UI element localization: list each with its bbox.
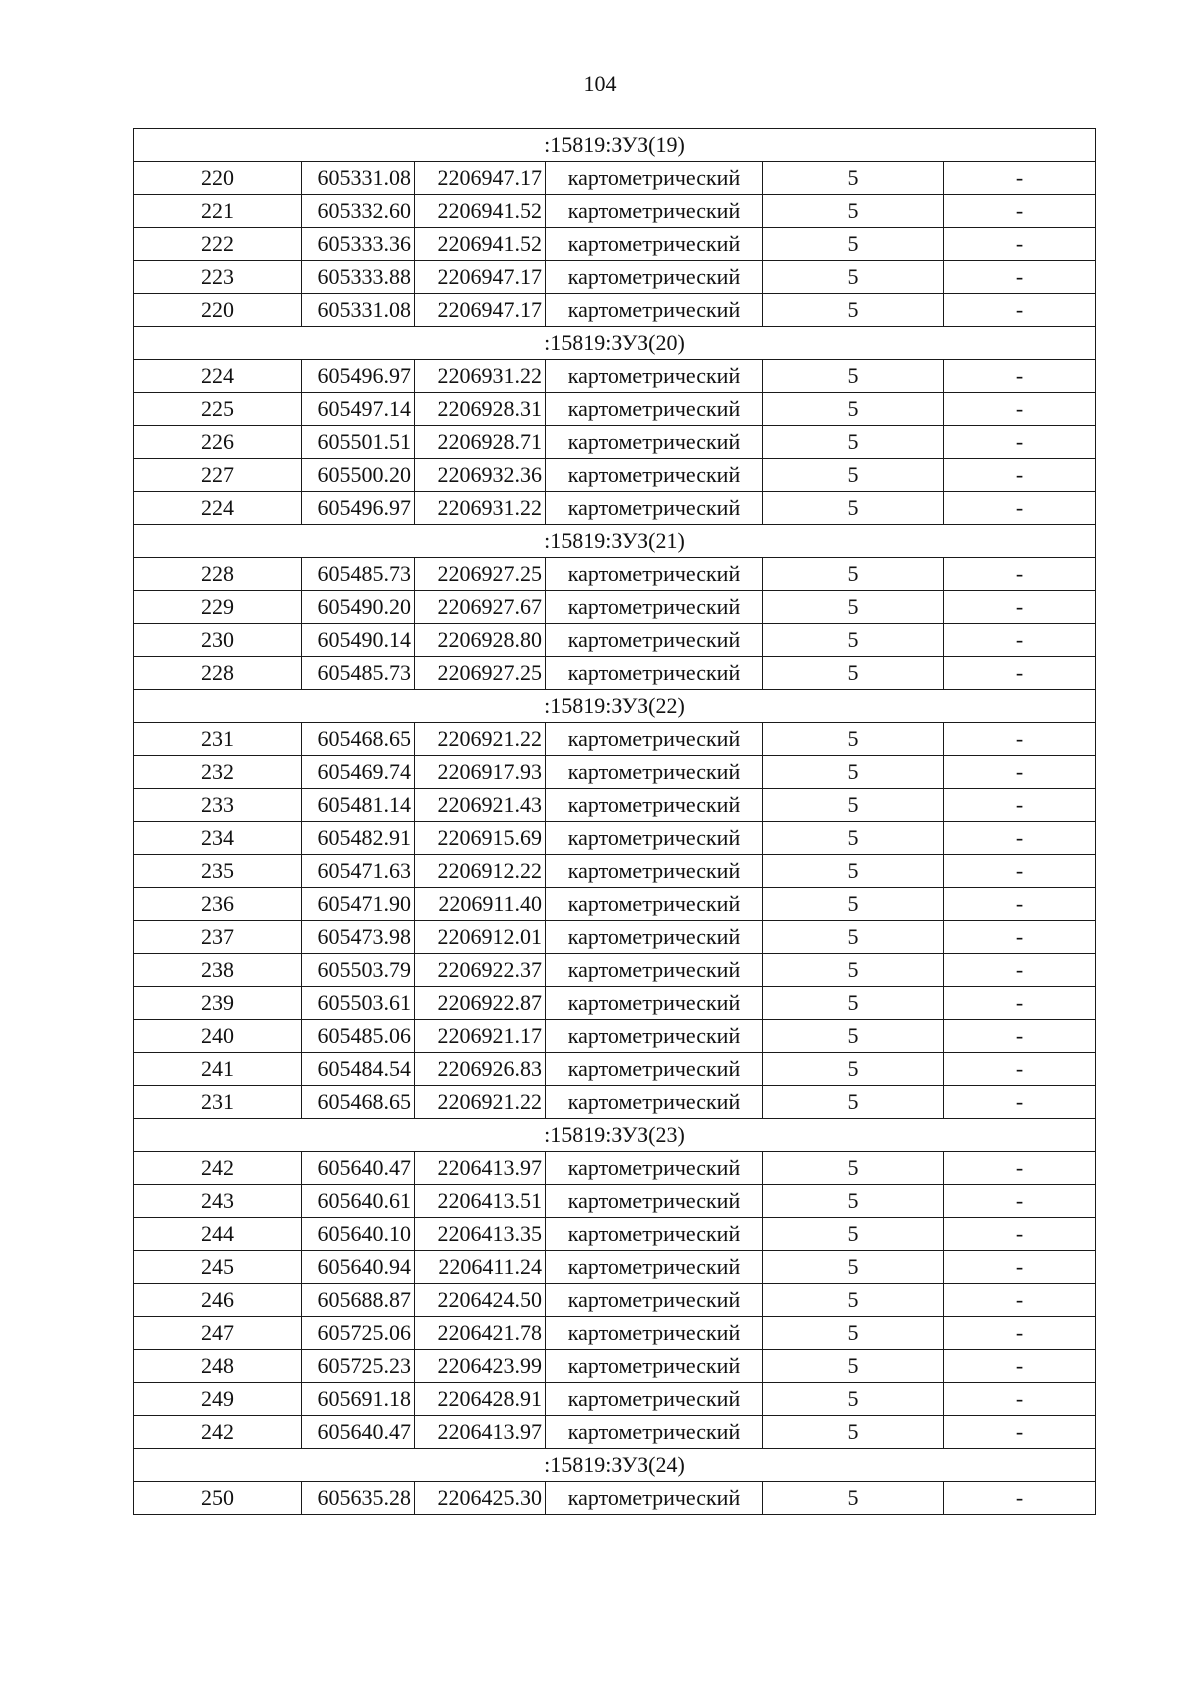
table-row	[134, 558, 1096, 591]
description-cell: -	[944, 492, 1096, 525]
description-cell: -	[944, 1317, 1096, 1350]
description-cell: -	[944, 360, 1096, 393]
point-number-cell: 224	[134, 492, 302, 525]
description-cell: -	[944, 591, 1096, 624]
point-number-cell: 228	[134, 657, 302, 690]
y-coordinate-cell: 2206931.22	[415, 360, 546, 393]
table-row	[134, 1383, 1096, 1416]
method-cell: картометрический	[546, 558, 763, 591]
precision-cell: 5	[763, 1383, 944, 1416]
point-number-cell: 224	[134, 360, 302, 393]
y-coordinate-cell: 2206932.36	[415, 459, 546, 492]
x-coordinate-cell: 605725.23	[302, 1350, 415, 1383]
x-coordinate-cell: 605501.51	[302, 426, 415, 459]
y-coordinate-cell: 2206424.50	[415, 1284, 546, 1317]
precision-cell: 5	[763, 1185, 944, 1218]
table-row	[134, 1251, 1096, 1284]
point-number-cell: 228	[134, 558, 302, 591]
table-row	[134, 360, 1096, 393]
point-number-cell: 223	[134, 261, 302, 294]
group-header-row	[134, 690, 1096, 723]
precision-cell: 5	[763, 492, 944, 525]
group-title: :15819:ЗУЗ(22)	[134, 690, 1096, 723]
group-header-row	[134, 1449, 1096, 1482]
table-row	[134, 162, 1096, 195]
point-number-cell: 227	[134, 459, 302, 492]
description-cell: -	[944, 624, 1096, 657]
y-coordinate-cell: 2206947.17	[415, 162, 546, 195]
group-header-row	[134, 1119, 1096, 1152]
method-cell: картометрический	[546, 855, 763, 888]
x-coordinate-cell: 605490.20	[302, 591, 415, 624]
y-coordinate-cell: 2206926.83	[415, 1053, 546, 1086]
group-title: :15819:ЗУЗ(19)	[134, 129, 1096, 162]
y-coordinate-cell: 2206921.22	[415, 1086, 546, 1119]
table-row	[134, 954, 1096, 987]
x-coordinate-cell: 605496.97	[302, 360, 415, 393]
y-coordinate-cell: 2206941.52	[415, 195, 546, 228]
description-cell: -	[944, 1053, 1096, 1086]
precision-cell: 5	[763, 723, 944, 756]
precision-cell: 5	[763, 591, 944, 624]
precision-cell: 5	[763, 459, 944, 492]
page-number: 104	[583, 71, 617, 96]
description-cell: -	[944, 1218, 1096, 1251]
y-coordinate-cell: 2206425.30	[415, 1482, 546, 1515]
x-coordinate-cell: 605490.14	[302, 624, 415, 657]
point-number-cell: 250	[134, 1482, 302, 1515]
x-coordinate-cell: 605485.73	[302, 558, 415, 591]
description-cell: -	[944, 1152, 1096, 1185]
y-coordinate-cell: 2206928.31	[415, 393, 546, 426]
group-title: :15819:ЗУЗ(23)	[134, 1119, 1096, 1152]
y-coordinate-cell: 2206947.17	[415, 261, 546, 294]
method-cell: картометрический	[546, 1152, 763, 1185]
method-cell: картометрический	[546, 1482, 763, 1515]
x-coordinate-cell: 605485.06	[302, 1020, 415, 1053]
y-coordinate-cell: 2206927.25	[415, 657, 546, 690]
x-coordinate-cell: 605640.61	[302, 1185, 415, 1218]
method-cell: картометрический	[546, 261, 763, 294]
description-cell: -	[944, 1416, 1096, 1449]
group-header-row	[134, 327, 1096, 360]
description-cell: -	[944, 426, 1096, 459]
description-cell: -	[944, 294, 1096, 327]
point-number-cell: 231	[134, 1086, 302, 1119]
coordinates-table	[133, 128, 1096, 1515]
group-header-row	[134, 129, 1096, 162]
point-number-cell: 237	[134, 921, 302, 954]
group-header-row	[134, 525, 1096, 558]
precision-cell: 5	[763, 1152, 944, 1185]
point-number-cell: 234	[134, 822, 302, 855]
precision-cell: 5	[763, 822, 944, 855]
method-cell: картометрический	[546, 789, 763, 822]
point-number-cell: 242	[134, 1152, 302, 1185]
precision-cell: 5	[763, 987, 944, 1020]
method-cell: картометрический	[546, 723, 763, 756]
x-coordinate-cell: 605468.65	[302, 723, 415, 756]
description-cell: -	[944, 1482, 1096, 1515]
group-title: :15819:ЗУЗ(24)	[134, 1449, 1096, 1482]
table-row	[134, 1482, 1096, 1515]
table-row	[134, 261, 1096, 294]
table-row	[134, 921, 1096, 954]
point-number-cell: 241	[134, 1053, 302, 1086]
y-coordinate-cell: 2206947.17	[415, 294, 546, 327]
precision-cell: 5	[763, 888, 944, 921]
description-cell: -	[944, 558, 1096, 591]
method-cell: картометрический	[546, 1020, 763, 1053]
precision-cell: 5	[763, 1317, 944, 1350]
precision-cell: 5	[763, 1284, 944, 1317]
description-cell: -	[944, 822, 1096, 855]
table-row	[134, 1350, 1096, 1383]
method-cell: картометрический	[546, 1350, 763, 1383]
method-cell: картометрический	[546, 1284, 763, 1317]
description-cell: -	[944, 954, 1096, 987]
x-coordinate-cell: 605331.08	[302, 294, 415, 327]
table-row	[134, 1086, 1096, 1119]
table-row	[134, 195, 1096, 228]
precision-cell: 5	[763, 756, 944, 789]
description-cell: -	[944, 162, 1096, 195]
method-cell: картометрический	[546, 888, 763, 921]
x-coordinate-cell: 605481.14	[302, 789, 415, 822]
y-coordinate-cell: 2206928.71	[415, 426, 546, 459]
y-coordinate-cell: 2206915.69	[415, 822, 546, 855]
table-row	[134, 756, 1096, 789]
y-coordinate-cell: 2206911.40	[415, 888, 546, 921]
point-number-cell: 239	[134, 987, 302, 1020]
method-cell: картометрический	[546, 756, 763, 789]
y-coordinate-cell: 2206922.37	[415, 954, 546, 987]
precision-cell: 5	[763, 195, 944, 228]
point-number-cell: 225	[134, 393, 302, 426]
table-row	[134, 393, 1096, 426]
method-cell: картометрический	[546, 954, 763, 987]
precision-cell: 5	[763, 228, 944, 261]
x-coordinate-cell: 605688.87	[302, 1284, 415, 1317]
point-number-cell: 245	[134, 1251, 302, 1284]
precision-cell: 5	[763, 789, 944, 822]
precision-cell: 5	[763, 921, 944, 954]
y-coordinate-cell: 2206922.87	[415, 987, 546, 1020]
point-number-cell: 233	[134, 789, 302, 822]
table-row	[134, 1053, 1096, 1086]
point-number-cell: 242	[134, 1416, 302, 1449]
x-coordinate-cell: 605484.54	[302, 1053, 415, 1086]
precision-cell: 5	[763, 360, 944, 393]
description-cell: -	[944, 459, 1096, 492]
description-cell: -	[944, 1350, 1096, 1383]
x-coordinate-cell: 605333.88	[302, 261, 415, 294]
x-coordinate-cell: 605497.14	[302, 393, 415, 426]
x-coordinate-cell: 605485.73	[302, 657, 415, 690]
method-cell: картометрический	[546, 1251, 763, 1284]
y-coordinate-cell: 2206921.43	[415, 789, 546, 822]
description-cell: -	[944, 1251, 1096, 1284]
description-cell: -	[944, 195, 1096, 228]
precision-cell: 5	[763, 1251, 944, 1284]
table-row	[134, 1284, 1096, 1317]
y-coordinate-cell: 2206411.24	[415, 1251, 546, 1284]
method-cell: картометрический	[546, 1218, 763, 1251]
precision-cell: 5	[763, 1218, 944, 1251]
y-coordinate-cell: 2206931.22	[415, 492, 546, 525]
y-coordinate-cell: 2206928.80	[415, 624, 546, 657]
point-number-cell: 238	[134, 954, 302, 987]
y-coordinate-cell: 2206921.22	[415, 723, 546, 756]
x-coordinate-cell: 605469.74	[302, 756, 415, 789]
description-cell: -	[944, 1284, 1096, 1317]
description-cell: -	[944, 855, 1096, 888]
y-coordinate-cell: 2206941.52	[415, 228, 546, 261]
y-coordinate-cell: 2206423.99	[415, 1350, 546, 1383]
precision-cell: 5	[763, 1053, 944, 1086]
description-cell: -	[944, 756, 1096, 789]
method-cell: картометрический	[546, 492, 763, 525]
method-cell: картометрический	[546, 459, 763, 492]
description-cell: -	[944, 393, 1096, 426]
x-coordinate-cell: 605503.79	[302, 954, 415, 987]
y-coordinate-cell: 2206921.17	[415, 1020, 546, 1053]
point-number-cell: 231	[134, 723, 302, 756]
table-row	[134, 657, 1096, 690]
description-cell: -	[944, 1383, 1096, 1416]
point-number-cell: 246	[134, 1284, 302, 1317]
description-cell: -	[944, 261, 1096, 294]
table-row	[134, 1152, 1096, 1185]
table-row	[134, 855, 1096, 888]
description-cell: -	[944, 888, 1096, 921]
precision-cell: 5	[763, 624, 944, 657]
method-cell: картометрический	[546, 1053, 763, 1086]
x-coordinate-cell: 605640.47	[302, 1152, 415, 1185]
precision-cell: 5	[763, 1350, 944, 1383]
point-number-cell: 226	[134, 426, 302, 459]
precision-cell: 5	[763, 855, 944, 888]
description-cell: -	[944, 657, 1096, 690]
method-cell: картометрический	[546, 987, 763, 1020]
y-coordinate-cell: 2206413.51	[415, 1185, 546, 1218]
x-coordinate-cell: 605691.18	[302, 1383, 415, 1416]
point-number-cell: 244	[134, 1218, 302, 1251]
precision-cell: 5	[763, 1416, 944, 1449]
method-cell: картометрический	[546, 921, 763, 954]
method-cell: картометрический	[546, 426, 763, 459]
point-number-cell: 243	[134, 1185, 302, 1218]
x-coordinate-cell: 605333.36	[302, 228, 415, 261]
x-coordinate-cell: 605640.47	[302, 1416, 415, 1449]
description-cell: -	[944, 1020, 1096, 1053]
x-coordinate-cell: 605331.08	[302, 162, 415, 195]
x-coordinate-cell: 605496.97	[302, 492, 415, 525]
table-row	[134, 789, 1096, 822]
precision-cell: 5	[763, 294, 944, 327]
precision-cell: 5	[763, 261, 944, 294]
y-coordinate-cell: 2206927.25	[415, 558, 546, 591]
point-number-cell: 220	[134, 294, 302, 327]
method-cell: картометрический	[546, 393, 763, 426]
group-title: :15819:ЗУЗ(20)	[134, 327, 1096, 360]
x-coordinate-cell: 605640.10	[302, 1218, 415, 1251]
precision-cell: 5	[763, 1020, 944, 1053]
precision-cell: 5	[763, 162, 944, 195]
method-cell: картометрический	[546, 1317, 763, 1350]
point-number-cell: 220	[134, 162, 302, 195]
description-cell: -	[944, 228, 1096, 261]
y-coordinate-cell: 2206413.97	[415, 1416, 546, 1449]
y-coordinate-cell: 2206912.22	[415, 855, 546, 888]
precision-cell: 5	[763, 657, 944, 690]
method-cell: картометрический	[546, 1416, 763, 1449]
x-coordinate-cell: 605468.65	[302, 1086, 415, 1119]
table-row	[134, 822, 1096, 855]
point-number-cell: 235	[134, 855, 302, 888]
x-coordinate-cell: 605500.20	[302, 459, 415, 492]
table-row	[134, 624, 1096, 657]
precision-cell: 5	[763, 393, 944, 426]
description-cell: -	[944, 723, 1096, 756]
method-cell: картометрический	[546, 228, 763, 261]
x-coordinate-cell: 605640.94	[302, 1251, 415, 1284]
point-number-cell: 236	[134, 888, 302, 921]
description-cell: -	[944, 1185, 1096, 1218]
x-coordinate-cell: 605471.63	[302, 855, 415, 888]
description-cell: -	[944, 1086, 1096, 1119]
y-coordinate-cell: 2206428.91	[415, 1383, 546, 1416]
method-cell: картометрический	[546, 624, 763, 657]
table-row	[134, 492, 1096, 525]
table-row	[134, 426, 1096, 459]
precision-cell: 5	[763, 426, 944, 459]
x-coordinate-cell: 605725.06	[302, 1317, 415, 1350]
x-coordinate-cell: 605482.91	[302, 822, 415, 855]
point-number-cell: 247	[134, 1317, 302, 1350]
point-number-cell: 222	[134, 228, 302, 261]
table-row	[134, 1185, 1096, 1218]
method-cell: картометрический	[546, 162, 763, 195]
precision-cell: 5	[763, 1482, 944, 1515]
x-coordinate-cell: 605503.61	[302, 987, 415, 1020]
y-coordinate-cell: 2206912.01	[415, 921, 546, 954]
table-row	[134, 1020, 1096, 1053]
table-row	[134, 459, 1096, 492]
precision-cell: 5	[763, 954, 944, 987]
y-coordinate-cell: 2206917.93	[415, 756, 546, 789]
y-coordinate-cell: 2206413.35	[415, 1218, 546, 1251]
method-cell: картометрический	[546, 195, 763, 228]
y-coordinate-cell: 2206927.67	[415, 591, 546, 624]
table-row	[134, 888, 1096, 921]
point-number-cell: 249	[134, 1383, 302, 1416]
x-coordinate-cell: 605471.90	[302, 888, 415, 921]
point-number-cell: 221	[134, 195, 302, 228]
method-cell: картометрический	[546, 1185, 763, 1218]
table-row	[134, 228, 1096, 261]
table-row	[134, 591, 1096, 624]
table-row	[134, 1218, 1096, 1251]
table-row	[134, 294, 1096, 327]
description-cell: -	[944, 921, 1096, 954]
precision-cell: 5	[763, 558, 944, 591]
x-coordinate-cell: 605635.28	[302, 1482, 415, 1515]
x-coordinate-cell: 605473.98	[302, 921, 415, 954]
method-cell: картометрический	[546, 822, 763, 855]
point-number-cell: 248	[134, 1350, 302, 1383]
point-number-cell: 229	[134, 591, 302, 624]
table-row	[134, 1317, 1096, 1350]
y-coordinate-cell: 2206413.97	[415, 1152, 546, 1185]
point-number-cell: 230	[134, 624, 302, 657]
method-cell: картометрический	[546, 1383, 763, 1416]
description-cell: -	[944, 987, 1096, 1020]
method-cell: картометрический	[546, 360, 763, 393]
point-number-cell: 232	[134, 756, 302, 789]
description-cell: -	[944, 789, 1096, 822]
method-cell: картометрический	[546, 657, 763, 690]
table-row	[134, 723, 1096, 756]
precision-cell: 5	[763, 1086, 944, 1119]
method-cell: картометрический	[546, 294, 763, 327]
x-coordinate-cell: 605332.60	[302, 195, 415, 228]
point-number-cell: 240	[134, 1020, 302, 1053]
table-row	[134, 1416, 1096, 1449]
table-row	[134, 987, 1096, 1020]
group-title: :15819:ЗУЗ(21)	[134, 525, 1096, 558]
y-coordinate-cell: 2206421.78	[415, 1317, 546, 1350]
method-cell: картометрический	[546, 591, 763, 624]
method-cell: картометрический	[546, 1086, 763, 1119]
